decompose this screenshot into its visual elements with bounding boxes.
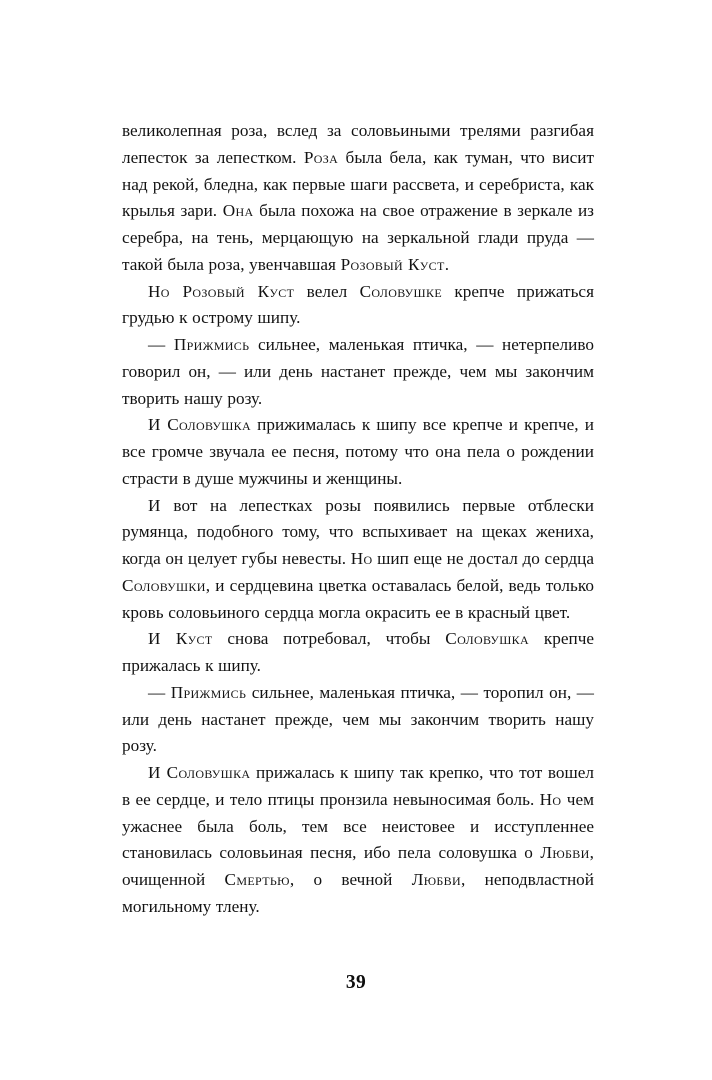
paragraph: Но Розовый Куст велел Соловушке крепче прижаться грудью к острому шипу. — [122, 281, 595, 328]
small-caps-run: Но — [350, 549, 373, 568]
small-caps-run: Любви — [540, 843, 590, 863]
paragraph: великолепная роза, вслед за соловьиными трелями разгибая лепесток за лепестком. Роза была бела, как туман, что висит над рекой, бледна, как первые шаги рассвета, и серебриста, как крылья зари. Она была похожа на свое отражение в зеркале из серебра, на тень, мерцающую на зеркальной глади пруда — такой была роза, увенчавшая Розовый Куст. — [122, 121, 594, 274]
page-text-block — [122, 118, 594, 921]
small-caps-run: И Соловушка — [148, 415, 252, 435]
paragraph: И вот на лепестках розы появились первые отблески румянца, подобного тому, что вспыхивает на щеках жениха, когда он целует губы невесты. Но шип еще не достал до сердца Соловушки, и сердцевина цветка оставалась белой, ведь только кровь соловьиного сердца могла окрасить ее в красный цвет. — [122, 495, 595, 622]
page-number: 39 — [345, 972, 367, 993]
small-caps-run: Розовый Куст — [340, 254, 445, 274]
small-caps-run: Соловушка — [445, 629, 530, 649]
small-caps-run: И — [148, 495, 161, 515]
small-caps-run: Но — [539, 789, 562, 809]
small-caps-run: Соловушке — [359, 281, 443, 301]
small-caps-run: И Куст — [148, 629, 213, 649]
paragraph-dialogue: — Прижмись сильнее, маленькая птичка, — торопил он, — или день настанет прежде, чем мы закончим творить нашу розу. — [122, 682, 594, 756]
small-caps-run: Роза — [303, 147, 339, 167]
small-caps-run: Любви — [411, 870, 462, 889]
paragraph-dialogue: — Прижмись сильнее, маленькая птичка, — нетерпеливо говорил он, — или день настанет прежде, чем мы закончим творить нашу розу. — [122, 335, 594, 408]
small-caps-run: Но Розовый Куст — [148, 281, 295, 301]
small-caps-run: Соловушки — [122, 575, 206, 595]
paragraph: И Куст снова потребовал, чтобы Соловушка крепче прижалась к шипу. — [122, 629, 595, 675]
small-caps-run: Она — [222, 201, 254, 221]
paragraph: И Соловушка прижималась к шипу все крепче и крепче, и все громче звучала ее песня, потому что она пела о рождении страсти в душе мужчины и женщины. — [122, 415, 594, 488]
small-caps-run: Прижмись — [170, 682, 247, 702]
paragraph: И Соловушка прижалась к шипу так крепко, что тот вошел в ее сердце, и тело птицы пронзила невыносимая боль. Но чем ужаснее была боль, тем все неистовее и исступленнее становилась соловьиная песня, ибо пела соловушка о Любви, очищенной Смертью, о вечной Любви, неподвластной могильному тлену. — [122, 763, 595, 916]
small-caps-run: Смертью — [224, 870, 290, 889]
small-caps-run: Прижмись — [173, 335, 250, 354]
small-caps-run: И Соловушка — [148, 763, 251, 782]
